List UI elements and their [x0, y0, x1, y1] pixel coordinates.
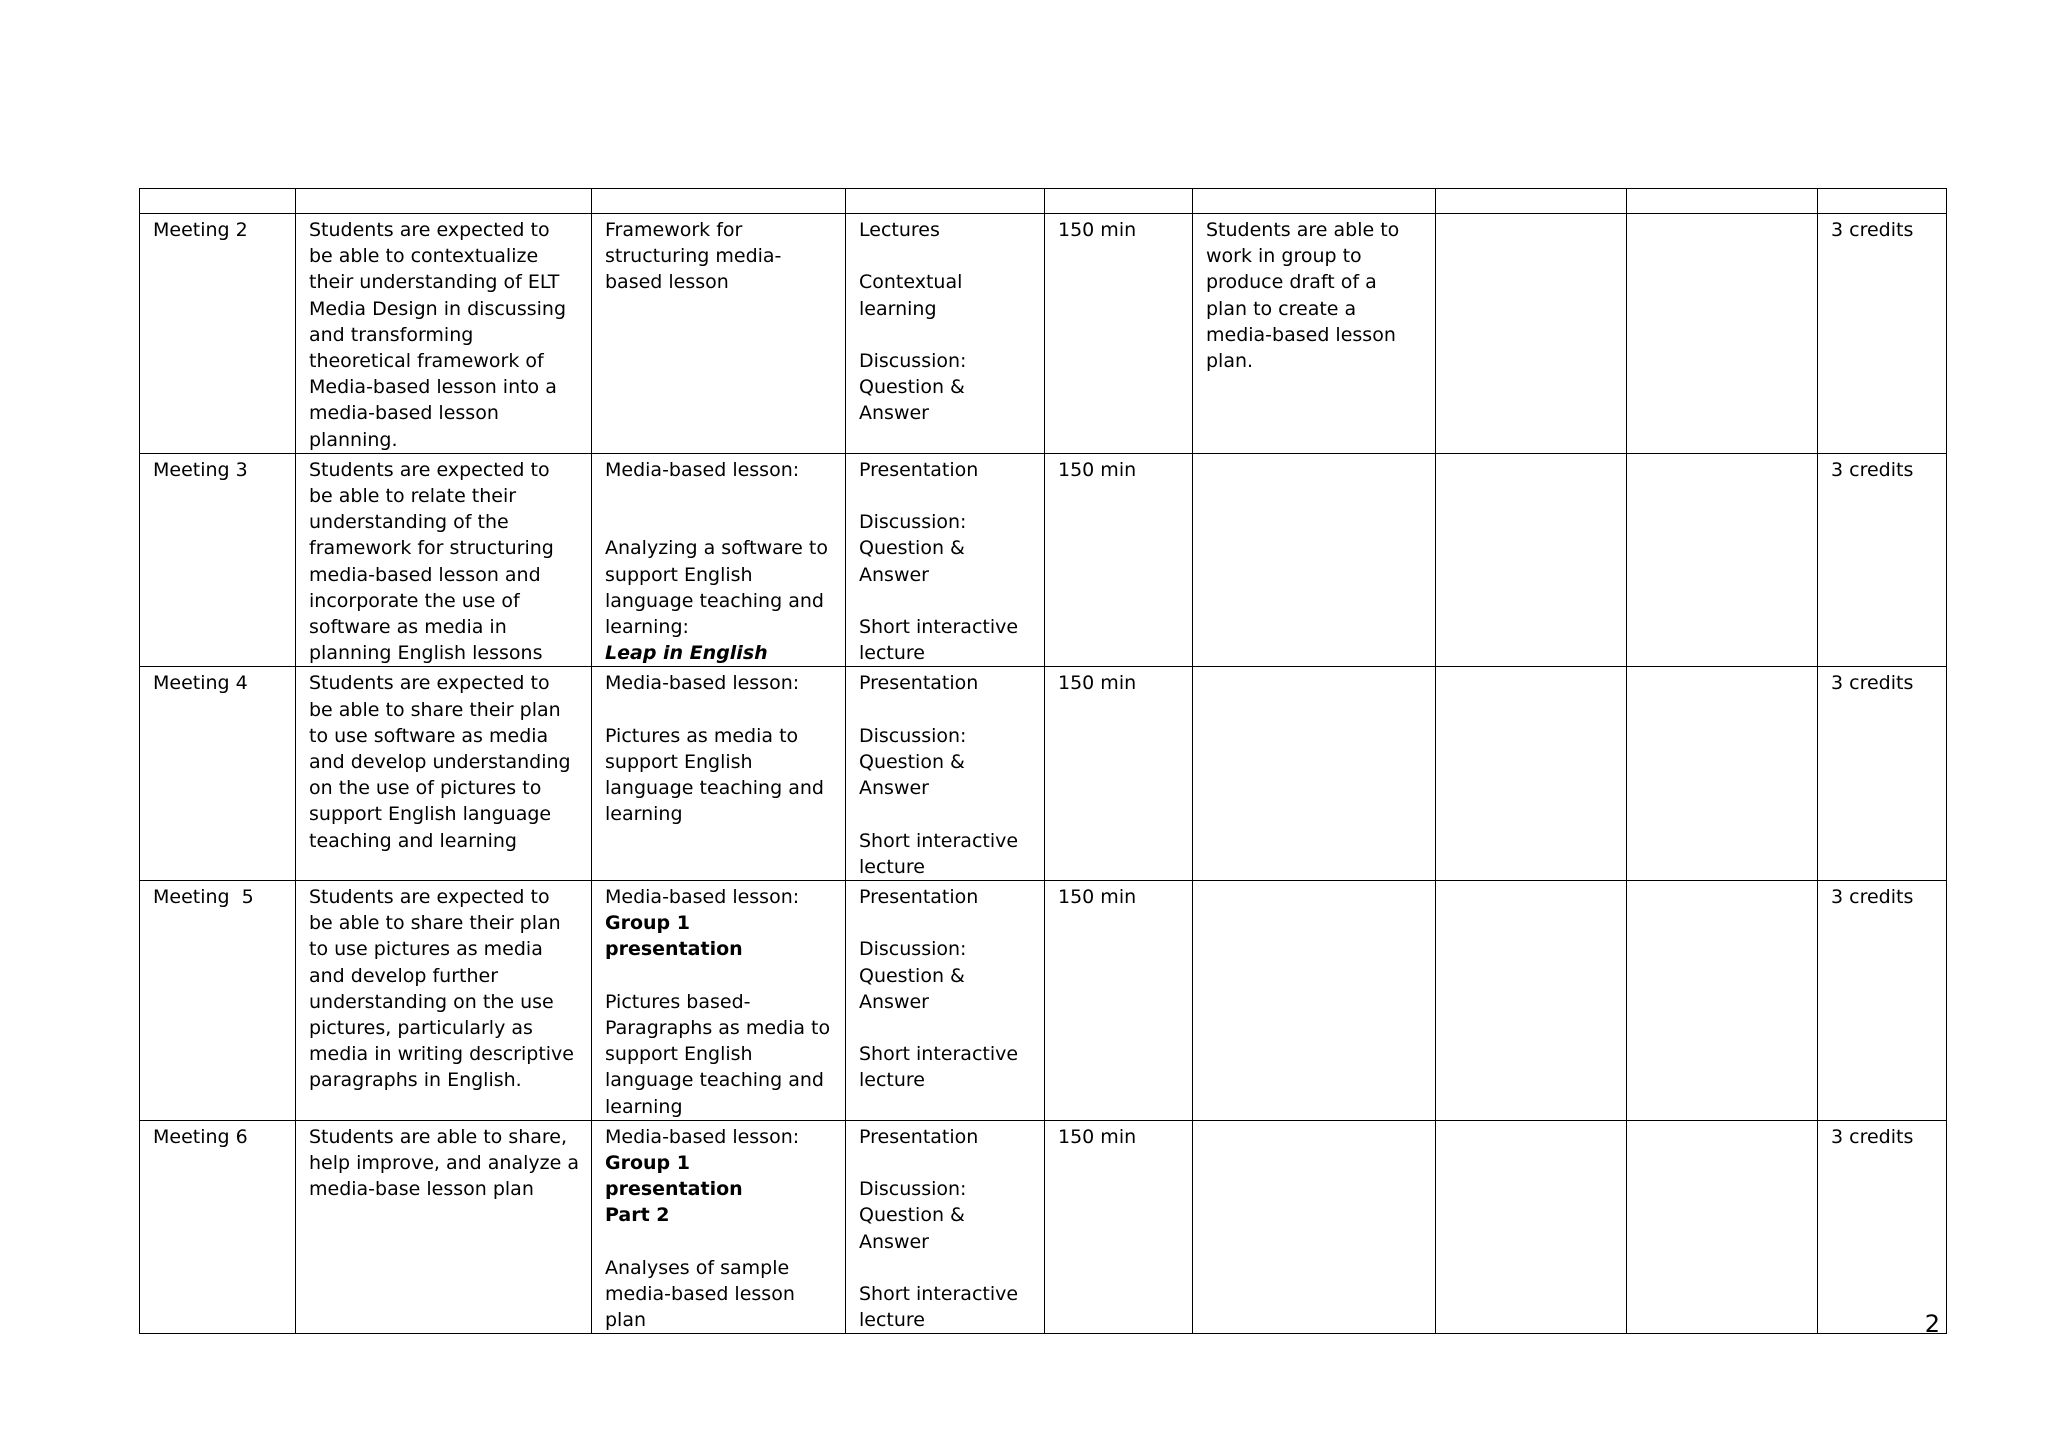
empty-cell — [1045, 189, 1193, 214]
credits-cell: 3 credits — [1818, 667, 1947, 881]
empty-cell — [1193, 1120, 1436, 1334]
method-item: Short interactive — [859, 1043, 1019, 1066]
time-cell: 150 min — [1045, 1120, 1193, 1334]
empty-cell — [1627, 453, 1818, 667]
method-item: Short interactive — [859, 616, 1019, 639]
topic-item: Part 2 — [605, 1204, 670, 1227]
objective-cell: Students are expected to be able to share their plan to use software as media and develop understanding on the use of pictures to support English language teaching and learning — [296, 667, 592, 881]
objective-cell: Students are expected to be able to contextualize their understanding of ELT Media Design in discussing and transforming theoretical framework of Media-based lesson into a media-based lesson planning. — [296, 214, 592, 454]
method-item: Presentation — [859, 458, 979, 481]
method-item: lecture — [859, 642, 925, 665]
method-item: Presentation — [859, 886, 979, 909]
credits-cell: 3 credits — [1818, 1120, 1947, 1334]
method-item: Question & Answer — [859, 751, 965, 800]
method-item: lecture — [859, 1069, 925, 1092]
empty-cell — [1436, 189, 1627, 214]
topic-cell — [592, 881, 846, 1121]
time-cell: 150 min — [1045, 214, 1193, 454]
method-item: Short interactive — [859, 1283, 1019, 1306]
empty-cell — [1627, 1120, 1818, 1334]
table-row — [140, 881, 1947, 1121]
credits-cell: 3 credits — [1818, 881, 1947, 1121]
objective-cell: Students are able to share, help improve, and analyze a media-base lesson plan — [296, 1120, 592, 1334]
topic-item: Group 1 presentation — [605, 912, 743, 961]
method-item: Discussion: — [859, 724, 967, 747]
meeting-cell: Meeting 2 — [140, 214, 296, 454]
method-cell — [846, 214, 1045, 454]
page-number: 2 — [1924, 1310, 1940, 1338]
empty-cell — [1818, 189, 1947, 214]
method-item: Lectures — [859, 219, 940, 241]
empty-cell — [1627, 881, 1818, 1121]
method-cell — [846, 667, 1045, 881]
table-row — [140, 214, 1947, 454]
topic-item: Group 1 presentation — [605, 1152, 743, 1201]
time-cell: 150 min — [1045, 667, 1193, 881]
method-item: Discussion: — [859, 938, 967, 961]
objective-cell: Students are expected to be able to relate their understanding of the framework for structuring media-based lesson and incorporate the use of software as media in planning English lessons — [296, 453, 592, 667]
method-item: Discussion: — [859, 511, 967, 534]
empty-cell — [1436, 453, 1627, 667]
credits-cell: 3 credits — [1818, 214, 1947, 454]
method-item: lecture — [859, 855, 925, 878]
empty-cell — [296, 189, 592, 214]
empty-cell — [140, 189, 296, 214]
method-item: Question & Answer — [859, 1204, 965, 1253]
time-cell: 150 min — [1045, 881, 1193, 1121]
topic-cell — [592, 667, 846, 881]
empty-cell — [1627, 189, 1818, 214]
empty-cell — [592, 189, 846, 214]
meeting-cell: Meeting 3 — [140, 453, 296, 667]
topic-cell — [592, 1120, 846, 1334]
empty-cell — [1436, 214, 1627, 454]
empty-cell — [1627, 667, 1818, 881]
topic-item: Pictures based-Paragraphs as media to support English language teaching and learning — [605, 990, 831, 1118]
meeting-cell: Meeting 4 — [140, 667, 296, 881]
empty-cell — [1193, 881, 1436, 1121]
topic-item: Pictures as media to support English language teaching and learning — [605, 724, 824, 826]
syllabus-table — [139, 188, 1947, 1334]
method-cell — [846, 881, 1045, 1121]
method-item: Question & Answer — [859, 537, 965, 586]
time-cell: 150 min — [1045, 453, 1193, 667]
empty-cell — [846, 189, 1045, 214]
empty-cell — [1436, 881, 1627, 1121]
topic-cell — [592, 453, 846, 667]
table-header-row — [140, 189, 1947, 214]
empty-cell — [1193, 453, 1436, 667]
empty-cell — [1627, 214, 1818, 454]
table-row — [140, 1120, 1947, 1334]
topic-item: Analyses of sample media-based lesson plan — [605, 1256, 795, 1332]
credits-cell: 3 credits — [1818, 453, 1947, 667]
topic-item: Media-based lesson: — [605, 672, 800, 695]
method-item: Discussion: — [859, 349, 967, 372]
method-cell — [846, 453, 1045, 667]
method-item: Question & Answer — [859, 964, 965, 1013]
topic-item: Media-based lesson: — [605, 886, 800, 909]
method-item: Short interactive — [859, 829, 1019, 852]
table-row — [140, 453, 1947, 667]
empty-cell — [1436, 1120, 1627, 1334]
method-cell — [846, 1120, 1045, 1334]
method-item: Contextual learning — [859, 271, 963, 320]
method-item: Presentation — [859, 1125, 979, 1148]
topic-item: Analyzing a software to support English language teaching and learning: — [605, 537, 828, 639]
topic-item: Leap in English — [605, 642, 768, 665]
topic-cell: Framework for structuring media-based lesson — [592, 214, 846, 454]
table-row — [140, 667, 1947, 881]
method-item: Discussion: — [859, 1178, 967, 1201]
topic-item: Media-based lesson: — [605, 458, 800, 481]
objective-cell: Students are expected to be able to share their plan to use pictures as media and develop further understanding on the use pictures, particularly as media in writing descriptive paragraphs in English. — [296, 881, 592, 1121]
meeting-cell: Meeting 5 — [140, 881, 296, 1121]
method-item: lecture — [859, 1309, 925, 1332]
empty-cell — [1193, 189, 1436, 214]
empty-cell — [1436, 667, 1627, 881]
meeting-cell: Meeting 6 — [140, 1120, 296, 1334]
topic-item: Media-based lesson: — [605, 1125, 800, 1148]
empty-cell — [1193, 667, 1436, 881]
outcome-cell: Students are able to work in group to produce draft of a plan to create a media-based lesson plan. — [1193, 214, 1436, 454]
method-item: Presentation — [859, 672, 979, 695]
method-item: Question & Answer — [859, 376, 965, 425]
